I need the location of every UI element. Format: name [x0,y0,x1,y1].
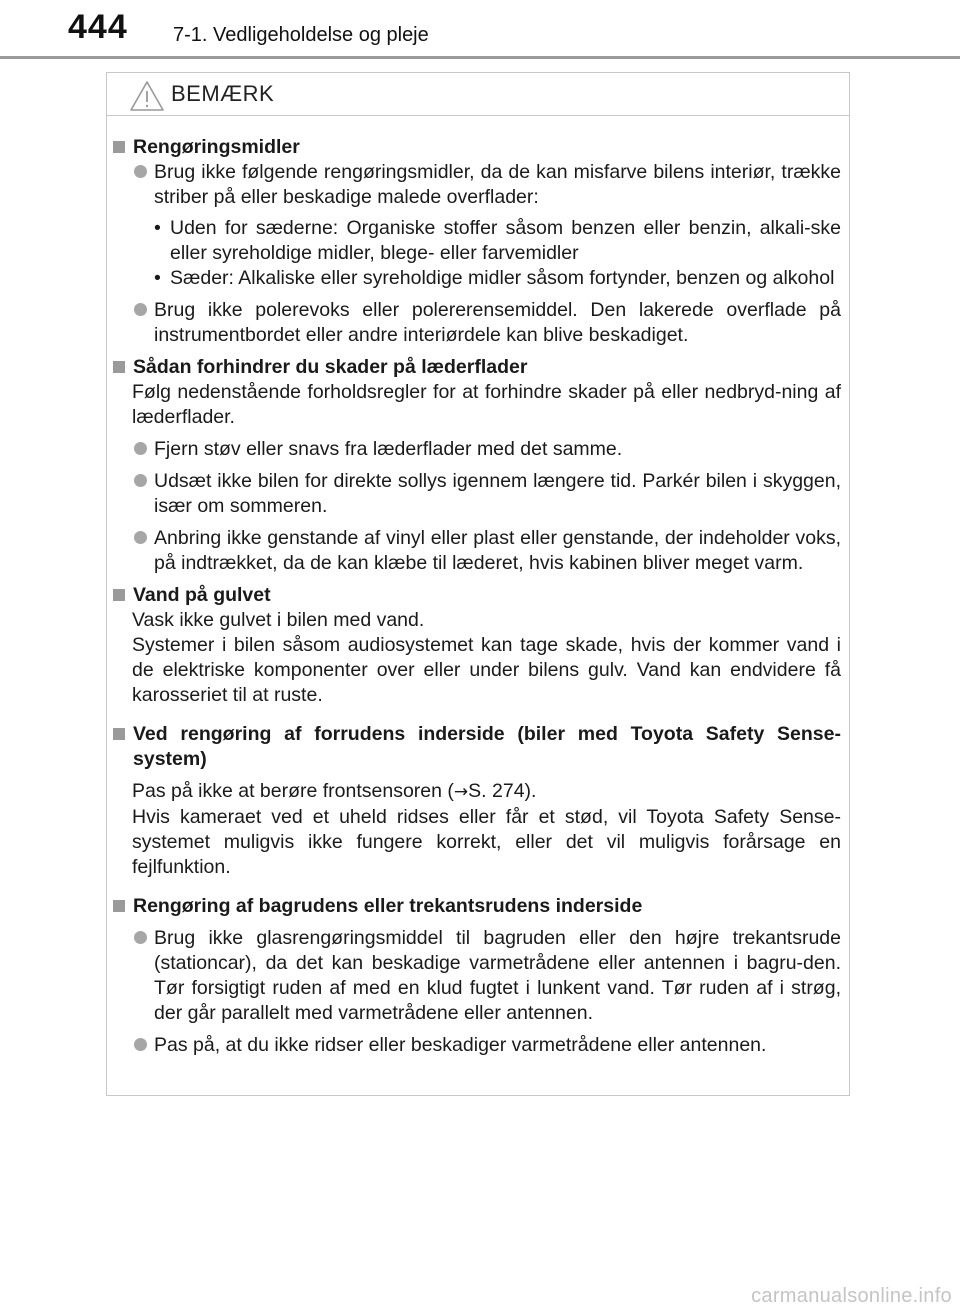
notice-title: BEMÆRK [171,81,275,106]
page-number: 444 [68,8,128,46]
section-paragraph: Hvis kameraet ved et uheld ridses eller får et stød, vil Toyota Safety Sense-systemet muligvis ikke fungere korrekt, eller det vil muligvis forårsage en fejlfunktion. [132,806,841,878]
section-paragraph: Vask ikke gulvet i bilen med vand. [132,609,425,631]
list-item: Brug ikke glasrengøringsmiddel til bagruden eller den højre trekantsrude (stationcar), da det kan beskadige varmetrådene eller antennen i bagru-den. Tør forsigtigt ruden af med en klud fugtet i lunkent vand. Tør ruden af i strøg, der går parallelt med varmetrådene eller antennen. [132,926,841,1026]
square-bullet-icon [113,141,125,153]
notice-header [107,73,849,116]
sub-list-item: • Sæder: Alkaliske eller syreholdige midler såsom fortynder, benzen og alkohol [154,267,835,289]
section-heading: Ved rengøring af forrudens inderside (biler med Toyota Safety Sense-system) [113,722,841,772]
section-leather-care [113,355,841,576]
section-heading: Sådan forhindrer du skader på læderflader [113,355,841,380]
list-item: Fjern støv eller snavs fra læderflader med det samme. [132,437,841,462]
section-heading: Vand på gulvet [113,583,841,608]
section-heading: Rengøring af bagrudens eller trekantsrudens inderside [113,894,841,919]
arrow-right-icon: → [453,782,469,802]
round-bullet-icon [134,931,147,944]
section-water-floor [113,583,841,708]
round-bullet-icon [134,442,147,455]
square-bullet-icon [113,900,125,912]
watermark: carmanualsonline.info [751,1285,952,1307]
list-item: Pas på, at du ikke ridser eller beskadiger varmetrådene eller antennen. [132,1033,841,1058]
list-item: Brug ikke polerevoks eller polererensemiddel. Den lakerede overflade på instrumentbordet eller andre interiørdele kan blive beskadiget. [132,298,841,348]
section-rear-window [113,894,841,1058]
list-item: Udsæt ikke bilen for direkte sollys igennem længere tid. Parkér bilen i skyggen, især om sommeren. [132,469,841,519]
warning-triangle-icon [129,80,165,112]
section-paragraph: Pas på ikke at berøre frontsensoren (→S. 274). [132,780,537,802]
section-windshield [113,722,841,880]
page-reference-link[interactable]: S. 274). [468,780,537,802]
round-bullet-icon [134,531,147,544]
round-bullet-icon [134,1038,147,1051]
header-divider [0,56,960,59]
section-cleaning-agents [113,135,841,348]
sub-list [154,216,841,291]
list-item: Brug ikke følgende rengøringsmidler, da de kan misfarve bilens interiør, trække striber på eller beskadige malede overflader: • Uden for sæderne: Organiske stoffer såsom benzen eller benzin, alkali-ske eller syreholdige midler, blege- eller farvemidler • Sæder: Alkaliske eller syreholdige midler såsom fortynder, benzen og alkohol [132,160,841,291]
round-bullet-icon [134,474,147,487]
section-heading: Rengøringsmidler [113,135,841,160]
round-bullet-icon [134,165,147,178]
section-paragraph: Systemer i bilen såsom audiosystemet kan tage skade, hvis der kommer vand i de elektriske komponenter over eller under bilens gulv. Vand kan endvidere få karosseriet til at ruste. [132,634,841,706]
notice-content [107,135,849,1065]
sub-list-item: • Uden for sæderne: Organiske stoffer såsom benzen eller benzin, alkali-ske eller syreholdige midler, blege- eller farvemidler [154,217,841,264]
list-item: Anbring ikke genstande af vinyl eller plast eller genstande, der indeholder voks, på indtrækket, da de kan klæbe til læderet, hvis kabinen bliver meget varm. [132,526,841,576]
section-title: 7-1. Vedligeholdelse og pleje [173,24,429,46]
section-paragraph: Følg nedenstående forholdsregler for at forhindre skader på eller nedbryd-ning af læderflader. [132,381,841,428]
round-bullet-icon [134,303,147,316]
notice-box [106,72,850,1096]
square-bullet-icon [113,589,125,601]
square-bullet-icon [113,728,125,740]
square-bullet-icon [113,361,125,373]
